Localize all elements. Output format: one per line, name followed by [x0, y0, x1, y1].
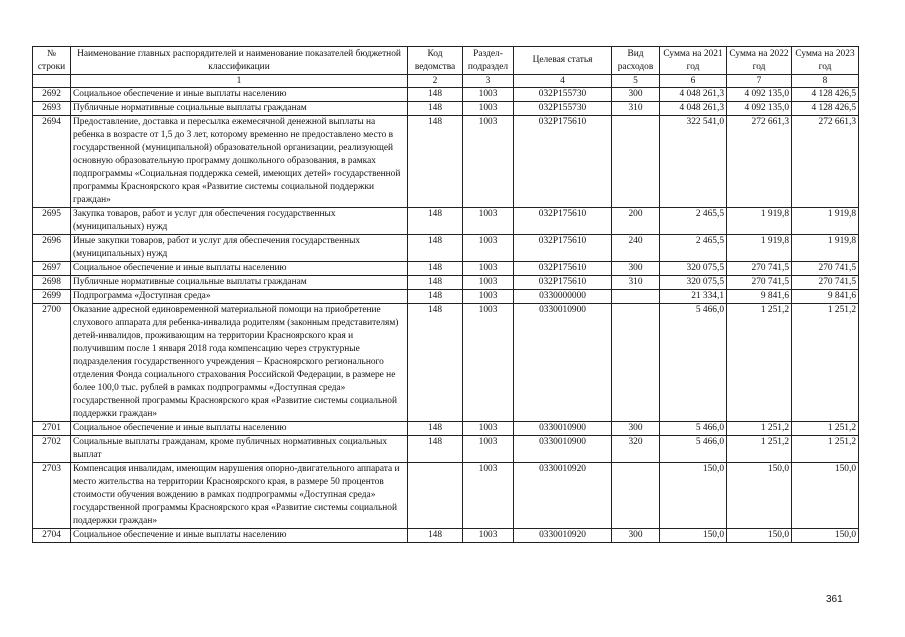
sum-2021: 2 465,5 [660, 235, 727, 262]
sum-2021: 5 466,0 [660, 304, 727, 422]
department-code: 148 [408, 290, 463, 304]
row-number: 2699 [33, 290, 71, 304]
row-name: Социальное обеспечение и иные выплаты населению [71, 262, 408, 276]
budget-table-page [32, 46, 859, 543]
sum-2022: 1 251,2 [727, 304, 792, 422]
row-name: Иные закупки товаров, работ и услуг для обеспечения государственных (муниципальных) нужд [71, 235, 408, 262]
sum-2021: 320 075,5 [660, 262, 727, 276]
expense-type: 300 [612, 262, 660, 276]
target-article: 0330010900 [514, 436, 612, 463]
table-row [33, 276, 859, 290]
department-code: 148 [408, 422, 463, 436]
sum-2023: 1 919,8 [792, 235, 859, 262]
expense-type: 300 [612, 529, 660, 543]
expense-type: 310 [612, 276, 660, 290]
sum-2022: 272 661,3 [727, 116, 792, 208]
sum-2023: 150,0 [792, 463, 859, 529]
target-article: 0330010920 [514, 529, 612, 543]
target-article: 0330010900 [514, 422, 612, 436]
sum-2022: 4 092 135,0 [727, 88, 792, 102]
row-number: 2698 [33, 276, 71, 290]
row-number: 2704 [33, 529, 71, 543]
target-article: 032P175610 [514, 208, 612, 235]
department-code: 148 [408, 262, 463, 276]
col-number: 6 [660, 75, 727, 88]
expense-type [612, 463, 660, 529]
target-article: 0330000000 [514, 290, 612, 304]
expense-type [612, 290, 660, 304]
row-number: 2695 [33, 208, 71, 235]
sum-2021: 5 466,0 [660, 422, 727, 436]
table-row [33, 422, 859, 436]
row-number: 2694 [33, 116, 71, 208]
section-code: 1003 [463, 422, 514, 436]
sum-2021: 4 048 261,3 [660, 102, 727, 116]
target-article: 032P175610 [514, 262, 612, 276]
sum-2021: 2 465,5 [660, 208, 727, 235]
table-row [33, 235, 859, 262]
column-number-row [33, 75, 859, 88]
row-name: Публичные нормативные социальные выплаты гражданам [71, 276, 408, 290]
sum-2023: 1 251,2 [792, 436, 859, 463]
col-header-expense-type: Вид расходов [612, 47, 660, 75]
sum-2021: 4 048 261,3 [660, 88, 727, 102]
department-code: 148 [408, 235, 463, 262]
sum-2021: 150,0 [660, 463, 727, 529]
col-header-sum-2023: Сумма на 2023 год [792, 47, 859, 75]
target-article: 0330010920 [514, 463, 612, 529]
row-number: 2700 [33, 304, 71, 422]
sum-2023: 272 661,3 [792, 116, 859, 208]
col-number [33, 75, 71, 88]
department-code: 148 [408, 436, 463, 463]
col-header-section: Раздел-подраздел [463, 47, 514, 75]
table-row [33, 304, 859, 422]
department-code [408, 463, 463, 529]
row-name: Оказание адресной единовременной материальной помощи на приобретение слухового аппарата для ребенка-инвалида родителям (законным представителям) детей-инвалидов, проживающим на территории Красноярского края и получившим после 1 января 2018 года компенсацию через структурные подразделения государственного учреждения – Красноярского регионального отделения Фонда социального страхования Российской Федерации, в размере не более 100,0 тыс. рублей в рамках подпрограммы «Доступная среда» государственной программы Красноярского края «Развитие системы социальной поддержки граждан» [71, 304, 408, 422]
col-number: 5 [612, 75, 660, 88]
budget-table [32, 46, 859, 543]
department-code: 148 [408, 276, 463, 290]
department-code: 148 [408, 102, 463, 116]
sum-2023: 270 741,5 [792, 262, 859, 276]
row-name: Закупка товаров, работ и услуг для обеспечения государственных (муниципальных) нужд [71, 208, 408, 235]
sum-2023: 1 251,2 [792, 422, 859, 436]
row-name: Предоставление, доставка и пересылка ежемесячной денежной выплаты на ребенка в возрасте от 1,5 до 3 лет, которому временно не предоставлено место в государственной (муниципальной) образовательной организации, реализующей основную образовательную программу дошкольного образования, в рамках подпрограммы «Социальная поддержка семей, имеющих детей» государственной программы Красноярского края «Развитие системы социальной поддержки граждан» [71, 116, 408, 208]
col-header-sum-2022: Сумма на 2022 год [727, 47, 792, 75]
sum-2023: 1 251,2 [792, 304, 859, 422]
row-number: 2703 [33, 463, 71, 529]
table-row [33, 262, 859, 276]
table-row [33, 102, 859, 116]
sum-2023: 1 919,8 [792, 208, 859, 235]
sum-2023: 4 128 426,5 [792, 102, 859, 116]
section-code: 1003 [463, 463, 514, 529]
sum-2021: 322 541,0 [660, 116, 727, 208]
sum-2022: 4 092 135,0 [727, 102, 792, 116]
section-code: 1003 [463, 276, 514, 290]
section-code: 1003 [463, 436, 514, 463]
sum-2022: 1 919,8 [727, 208, 792, 235]
sum-2022: 9 841,6 [727, 290, 792, 304]
sum-2023: 150,0 [792, 529, 859, 543]
sum-2023: 4 128 426,5 [792, 88, 859, 102]
sum-2022: 1 251,2 [727, 422, 792, 436]
row-name: Социальное обеспечение и иные выплаты населению [71, 422, 408, 436]
col-number: 2 [408, 75, 463, 88]
target-article: 032P175610 [514, 235, 612, 262]
expense-type: 310 [612, 102, 660, 116]
department-code: 148 [408, 116, 463, 208]
row-name: Публичные нормативные социальные выплаты гражданам [71, 102, 408, 116]
sum-2021: 21 334,1 [660, 290, 727, 304]
sum-2023: 270 741,5 [792, 276, 859, 290]
section-code: 1003 [463, 262, 514, 276]
table-row [33, 463, 859, 529]
target-article: 032P155730 [514, 88, 612, 102]
col-number: 4 [514, 75, 612, 88]
table-row [33, 436, 859, 463]
sum-2021: 150,0 [660, 529, 727, 543]
section-code: 1003 [463, 102, 514, 116]
sum-2022: 150,0 [727, 463, 792, 529]
col-header-department-code: Код ведомства [408, 47, 463, 75]
row-name: Социальное обеспечение и иные выплаты населению [71, 529, 408, 543]
col-header-name: Наименование главных распорядителей и наименование показателей бюджетной классификации [71, 47, 408, 75]
sum-2022: 1 919,8 [727, 235, 792, 262]
department-code: 148 [408, 88, 463, 102]
sum-2021: 5 466,0 [660, 436, 727, 463]
sum-2021: 320 075,5 [660, 276, 727, 290]
expense-type: 320 [612, 436, 660, 463]
expense-type [612, 304, 660, 422]
expense-type: 200 [612, 208, 660, 235]
table-row [33, 290, 859, 304]
target-article: 0330010900 [514, 304, 612, 422]
row-number: 2692 [33, 88, 71, 102]
department-code: 148 [408, 208, 463, 235]
target-article: 032P175610 [514, 116, 612, 208]
expense-type [612, 116, 660, 208]
header-row [33, 47, 859, 75]
target-article: 032P155730 [514, 102, 612, 116]
row-number: 2693 [33, 102, 71, 116]
row-name: Подпрограмма «Доступная среда» [71, 290, 408, 304]
col-number: 3 [463, 75, 514, 88]
sum-2023: 9 841,6 [792, 290, 859, 304]
col-number: 8 [792, 75, 859, 88]
col-header-target-article: Целевая статья [514, 47, 612, 75]
col-number: 1 [71, 75, 408, 88]
row-number: 2697 [33, 262, 71, 276]
expense-type: 300 [612, 422, 660, 436]
sum-2022: 270 741,5 [727, 262, 792, 276]
row-name: Компенсация инвалидам, имеющим нарушения опорно-двигательного аппарата и место жительства на территории Красноярского края, в размере 50 процентов стоимости обучения вождению в рамках подпрограммы «Доступная среда» государственной программы Красноярского края «Развитие системы социальной поддержки граждан» [71, 463, 408, 529]
section-code: 1003 [463, 529, 514, 543]
row-name: Социальные выплаты гражданам, кроме публичных нормативных социальных выплат [71, 436, 408, 463]
row-name: Социальное обеспечение и иные выплаты населению [71, 88, 408, 102]
section-code: 1003 [463, 88, 514, 102]
section-code: 1003 [463, 208, 514, 235]
section-code: 1003 [463, 304, 514, 422]
sum-2022: 270 741,5 [727, 276, 792, 290]
table-body [33, 88, 859, 543]
section-code: 1003 [463, 235, 514, 262]
sum-2022: 1 251,2 [727, 436, 792, 463]
table-row [33, 88, 859, 102]
col-header-sum-2021: Сумма на 2021 год [660, 47, 727, 75]
page-number: 361 [826, 594, 843, 605]
expense-type: 240 [612, 235, 660, 262]
expense-type: 300 [612, 88, 660, 102]
col-header-row-number: № строки [33, 47, 71, 75]
col-number: 7 [727, 75, 792, 88]
department-code: 148 [408, 304, 463, 422]
sum-2022: 150,0 [727, 529, 792, 543]
table-row [33, 116, 859, 208]
row-number: 2701 [33, 422, 71, 436]
table-row [33, 529, 859, 543]
section-code: 1003 [463, 290, 514, 304]
section-code: 1003 [463, 116, 514, 208]
row-number: 2702 [33, 436, 71, 463]
target-article: 032P175610 [514, 276, 612, 290]
row-number: 2696 [33, 235, 71, 262]
table-row [33, 208, 859, 235]
department-code: 148 [408, 529, 463, 543]
